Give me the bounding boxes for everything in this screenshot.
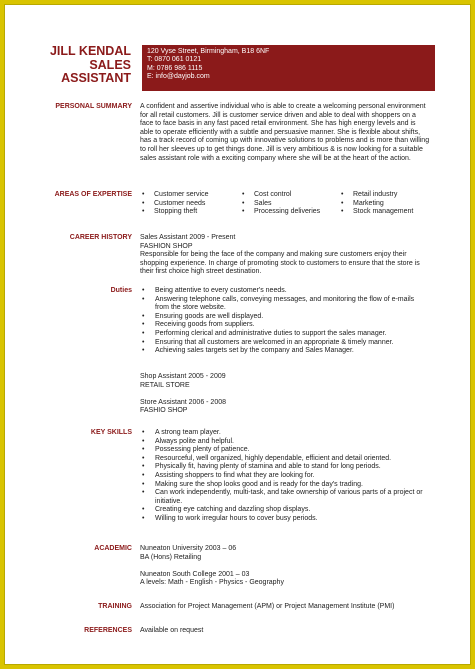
- expertise-item: • Stopping theft: [140, 208, 240, 217]
- list-item: • Resourceful, well organized, highly dependable, efficient and detail oriented.: [140, 455, 430, 464]
- training-text: Association for Project Management (APM) or Project Management Institute (PMI): [140, 603, 395, 610]
- academic-line: Nuneaton South College 2001 – 03: [140, 570, 250, 578]
- section-label-career: CAREER HISTORY: [69, 234, 132, 241]
- job-title: Shop Assistant 2005 - 2009: [140, 372, 226, 380]
- summary-text: [140, 103, 430, 163]
- academic-line: BA (Hons) Retailing: [140, 553, 202, 561]
- document-frame: [4, 4, 471, 665]
- contact-email: E: info@dayjob.com: [147, 72, 210, 80]
- expertise-item: • Customer needs: [140, 200, 240, 209]
- list-item: • Being attentive to every customer's needs.: [140, 287, 430, 296]
- job-company: RETAIL STORE: [140, 381, 190, 389]
- section-label-references: REFERENCES: [84, 627, 132, 634]
- expertise-item: • Processing deliveries: [240, 208, 339, 217]
- list-item: • Always polite and helpful.: [140, 438, 430, 447]
- academic-block: [140, 545, 430, 588]
- name-line: ASSISTANT: [61, 71, 131, 85]
- list-item: • Ensuring that all customers are welcomed in an appropriate & timely manner.: [140, 339, 430, 348]
- list-item: • Receiving goods from suppliers.: [140, 321, 430, 330]
- duties-label: Duties: [110, 287, 132, 294]
- name-line: SALES: [89, 57, 131, 72]
- expertise-item: • Customer service: [140, 191, 240, 200]
- cv-page: [5, 5, 470, 664]
- contact-box: [142, 45, 435, 91]
- expertise-item: • Cost control: [240, 191, 339, 200]
- list-item: • Can work independently, multi-task, and take ownership of various parts of a project or initiative.: [140, 489, 430, 506]
- contact-address: 120 Vyse Street, Birmingham, B18 6NF: [147, 48, 270, 55]
- list-item: • Willing to work irregular hours to cover busy periods.: [140, 515, 430, 524]
- list-item: • Performing clerical and administrative duties to support the sales manager.: [140, 330, 430, 339]
- references-text: Available on request: [140, 627, 204, 634]
- skills-list-wrap: [140, 429, 430, 524]
- list-item: • Creating eye catching and dazzling shop displays.: [140, 506, 430, 515]
- list-item: • Assisting shoppers to find what they are looking for.: [140, 472, 430, 481]
- list-item: • Ensuring goods are well displayed.: [140, 313, 430, 322]
- academic-line: A levels: Math - English - Physics - Geography: [140, 579, 284, 587]
- section-label-training: TRAINING: [98, 603, 132, 610]
- skills-list: [140, 429, 430, 524]
- list-item: • Answering telephone calls, conveying messages, and monitoring the flow of e-mails from the store website.: [140, 296, 430, 313]
- expertise-item: • Retail industry: [339, 191, 430, 200]
- section-label-academic: ACADEMIC: [94, 545, 132, 552]
- job-company: FASHIO SHOP: [140, 407, 188, 415]
- list-item: • Physically fit, having plenty of stamina and able to stand for long periods.: [140, 463, 430, 472]
- career-main: [140, 234, 430, 277]
- list-item: • Making sure the shop looks good and is ready for the day's trading.: [140, 481, 430, 490]
- job-title: Store Assistant 2006 - 2008: [140, 398, 226, 406]
- expertise-item: • Stock management: [339, 208, 430, 217]
- name-line: JILL KENDAL: [49, 44, 131, 58]
- duties-list-wrap: [140, 287, 430, 416]
- expertise-item: • Marketing: [339, 200, 430, 209]
- job-company: FASHION SHOP: [140, 242, 193, 250]
- expertise-grid: [140, 191, 430, 217]
- academic-line: Nuneaton University 2003 – 06: [140, 545, 237, 552]
- duties-list: [140, 287, 430, 356]
- list-item: • A strong team player.: [140, 429, 430, 438]
- section-label-skills: KEY SKILLS: [90, 429, 132, 436]
- candidate-name: [27, 45, 131, 86]
- summary-paragraph: A confident and assertive individual who is able to create a welcoming personal environment for all retail customers. Jill is customer service driven and able to deal with shoppers on a face to face basis in any fast paced retail environment. She has high energy levels and is able to operate efficiently with a subtle and persuasive manner. She is flexible about shifts, has a track record of coming up with innovative solutions to problems and is more than willing to roll her sleeves up to get things done. Jill is very ambitious & is now looking for a suitable sales assistant role with a exciting company where she will be at the heart of the action.: [140, 103, 430, 162]
- job-title: Sales Assistant 2009 - Present: [140, 234, 236, 241]
- job-description: Responsible for being the face of the company and making sure customers enjoy their shopping experience. In charge of promoting stock to customers to ensure that the store is their first choice high street destination.: [140, 251, 420, 276]
- contact-mobile: M: 0786 986 1115: [147, 64, 203, 72]
- list-item: • Possessing plenty of patience.: [140, 446, 430, 455]
- list-item: • Achieving sales targets set by the company and Sales Manager.: [140, 347, 430, 356]
- section-label-summary: PERSONAL SUMMARY: [55, 103, 132, 110]
- expertise-item: • Sales: [240, 200, 339, 209]
- contact-telephone: T: 0870 061 0121: [147, 56, 202, 64]
- section-label-expertise: AREAS OF EXPERTISE: [54, 191, 132, 198]
